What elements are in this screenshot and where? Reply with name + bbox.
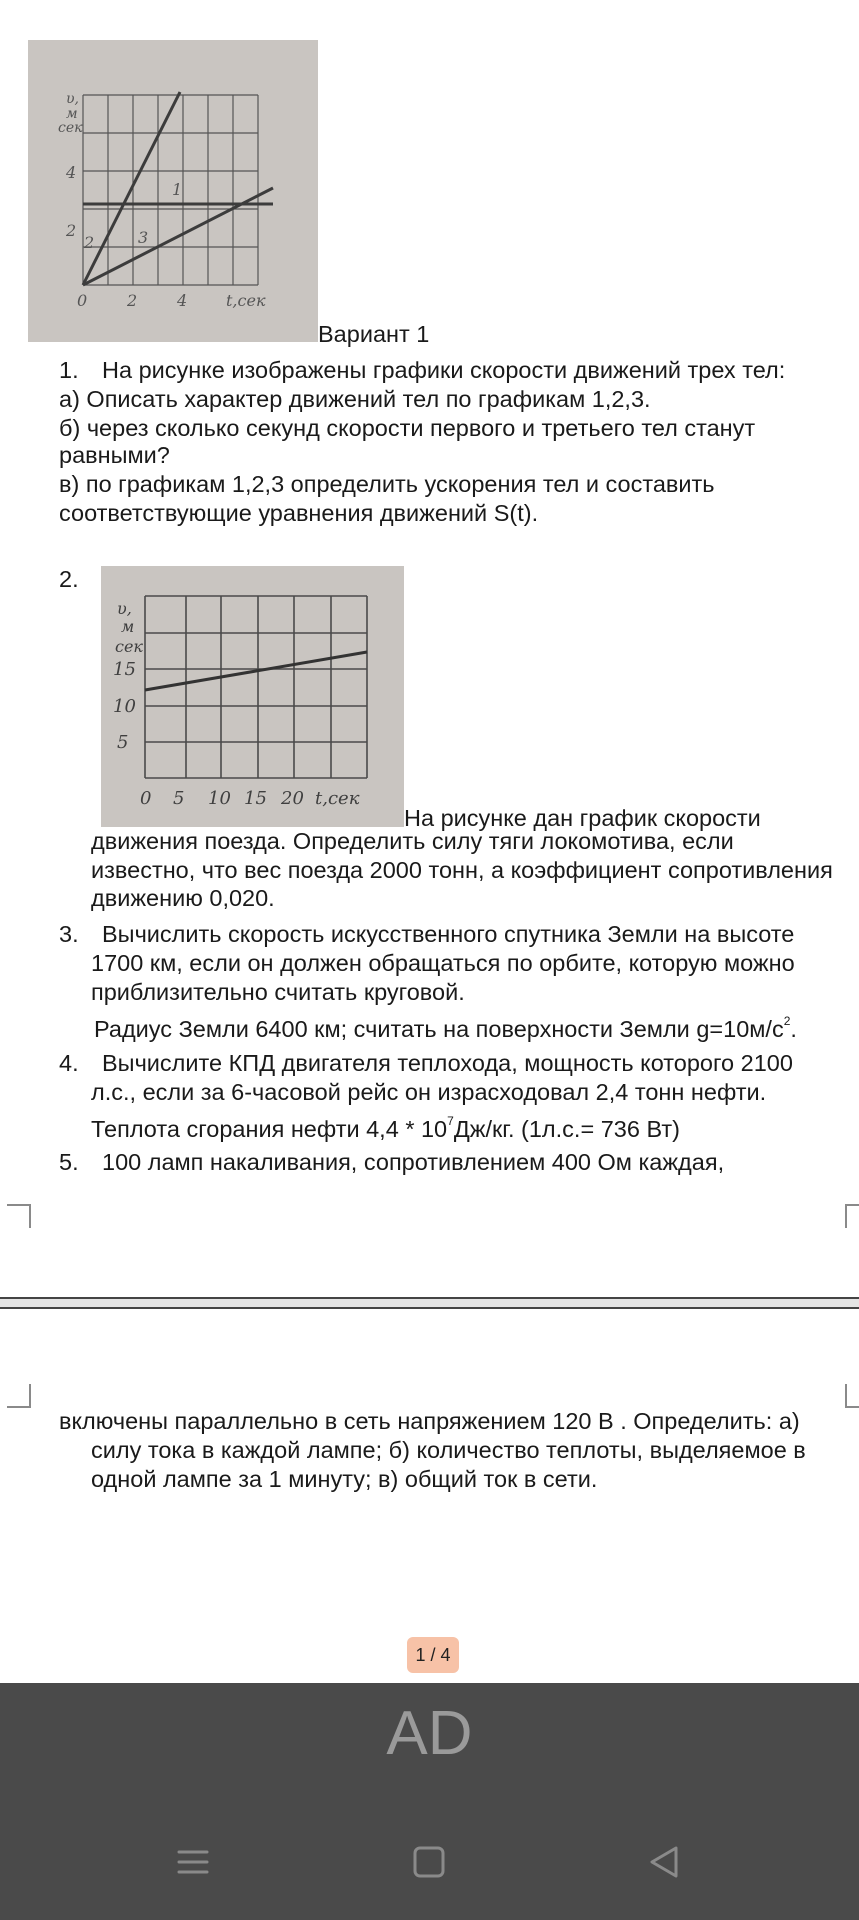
q2-number: 2.	[59, 566, 79, 592]
q4-line3-a: Теплота сгорания нефти 4,4 * 10	[91, 1116, 448, 1142]
page-indicator: 1 / 4	[407, 1637, 459, 1673]
velocity-graph-svg-2	[101, 566, 404, 827]
q4-line1: Вычислите КПД двигателя теплохода, мощность которого 2100	[102, 1050, 793, 1076]
x-axis-label: t,сек	[226, 291, 266, 310]
crop-mark-bottom-left	[7, 1204, 31, 1228]
home-square-icon[interactable]	[403, 1836, 455, 1888]
q1-part-c-line2: соответствующие уравнения движений S(t).	[59, 500, 539, 526]
q4-number: 4.	[59, 1050, 79, 1076]
crop-mark-top-left	[7, 1384, 31, 1408]
q3-line1: Вычислить скорость искусственного спутника Земли на высоте	[102, 921, 795, 947]
page2-line1: включены параллельно в сеть напряжением 120 В . Определить: а)	[59, 1408, 800, 1434]
y-tick-5: 5	[117, 732, 129, 753]
q1-part-b-line1: б) через сколько секунд скорости первого и третьего тел станут	[59, 415, 756, 441]
x-tick-0: 0	[77, 291, 88, 310]
page-separator	[0, 1297, 859, 1309]
q1-text: На рисунке изображены графики скорости движений трех тел:	[102, 357, 786, 383]
train-velocity-line	[145, 652, 367, 690]
q4-superscript: 7	[447, 1114, 454, 1128]
q2-line4: движению 0,020.	[91, 885, 275, 911]
q4-line3	[91, 1107, 680, 1144]
q2-line2: движения поезда. Определить силу тяги локомотива, если	[91, 828, 734, 854]
y-axis-label-sec: сек	[58, 120, 83, 136]
q1-part-c-line1: в) по графикам 1,2,3 определить ускорения тел и составить	[59, 471, 715, 497]
y-axis-label-sec-2: сек	[115, 637, 143, 656]
q5-number: 5.	[59, 1149, 79, 1175]
q3-line3: приблизительно считать круговой.	[91, 979, 465, 1005]
crop-mark-bottom-right	[845, 1204, 859, 1228]
q4-line2: л.с., если за 6-часовой рейс он израсходовал 2,4 тонн нефти.	[91, 1079, 767, 1105]
menu-icon[interactable]	[167, 1836, 219, 1888]
x-tick-0-2: 0	[140, 788, 152, 809]
x-axis-label-2: t,сек	[315, 788, 360, 809]
variant-title: Вариант 1	[318, 321, 430, 347]
y-axis-label-v-2: υ,	[117, 599, 132, 618]
x-tick-5-2: 5	[173, 788, 185, 809]
q1-part-a: а) Описать характер движений тел по графикам 1,2,3.	[59, 386, 651, 412]
q3-line4	[94, 1007, 797, 1044]
line-label-3: 3	[138, 228, 149, 247]
ad-label[interactable]: AD	[386, 1699, 473, 1768]
x-tick-2: 2	[127, 291, 138, 310]
velocity-graph-svg-1	[28, 40, 318, 342]
q5-line1: 100 ламп накаливания, сопротивлением 400 Ом каждая,	[102, 1149, 725, 1175]
y-axis-label-m-2: м	[121, 617, 135, 636]
x-tick-20-2: 20	[281, 788, 304, 809]
q3-number: 3.	[59, 921, 79, 947]
y-tick-2: 2	[66, 221, 77, 240]
back-triangle-icon[interactable]	[638, 1836, 690, 1888]
q3-line4-text: Радиус Земли 6400 км; считать на поверхности Земли g=10м/с	[94, 1016, 784, 1042]
crop-mark-top-right	[845, 1384, 859, 1408]
x-tick-15-2: 15	[244, 788, 267, 809]
x-tick-10-2: 10	[208, 788, 231, 809]
q3-superscript: 2	[783, 1014, 791, 1028]
y-tick-15: 15	[113, 659, 136, 680]
y-tick-4: 4	[66, 163, 77, 182]
y-axis-label-m: м	[66, 106, 78, 122]
q3-line2: 1700 км, если он должен обращаться по орбите, которую можно	[91, 950, 795, 976]
q3-line4-end: .	[790, 1016, 797, 1042]
line-label-2: 2	[84, 233, 95, 252]
page2-line3: одной лампе за 1 минуту; в) общий ток в сети.	[91, 1466, 598, 1492]
line-label-1: 1	[172, 180, 183, 199]
velocity-graph-figure-1	[28, 40, 318, 342]
page2-line2: силу тока в каждой лампе; б) количество теплоты, выделяемое в	[91, 1437, 806, 1463]
velocity-graph-figure-2	[101, 566, 404, 827]
q4-line3-b: Дж/кг. (1л.с.= 736 Вт)	[453, 1116, 680, 1142]
q2-line1: На рисунке дан график скорости	[404, 805, 761, 831]
y-tick-10: 10	[113, 696, 136, 717]
y-axis-label-v: υ,	[66, 91, 79, 107]
q2-line3: известно, что вес поезда 2000 тонн, а коэффициент сопротивления	[91, 857, 833, 883]
q1-part-b-line2: равными?	[59, 442, 170, 468]
q1-number: 1.	[59, 357, 79, 383]
x-tick-4: 4	[177, 291, 188, 310]
graph-line-2	[83, 92, 183, 285]
